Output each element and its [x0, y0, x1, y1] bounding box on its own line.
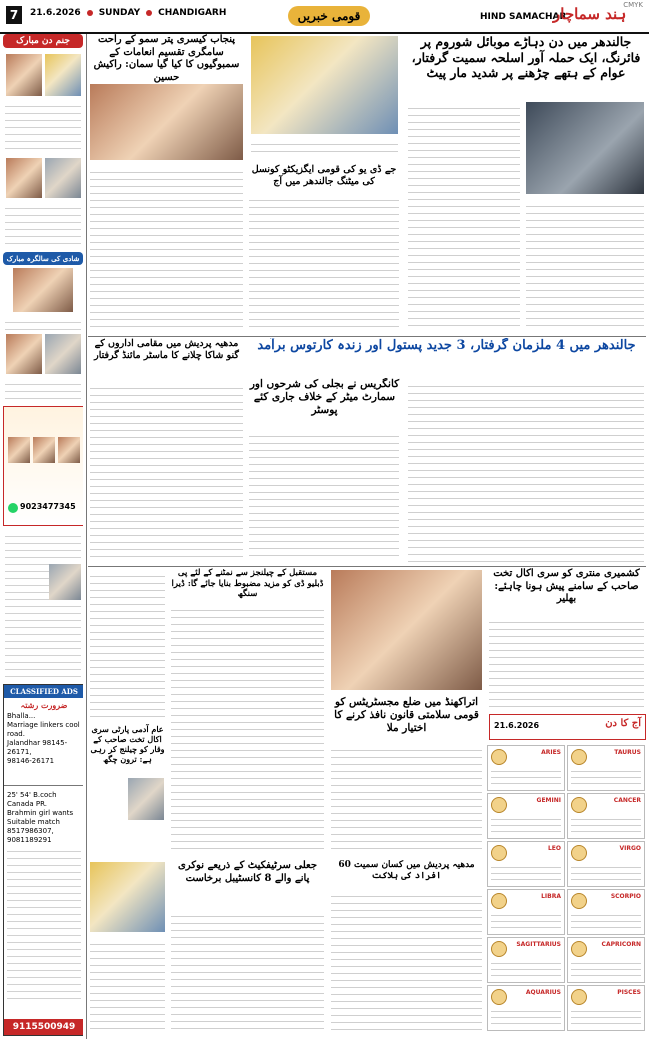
story-body: [171, 604, 324, 854]
anniversary-photo: [45, 334, 81, 374]
horoscope-cell: [567, 985, 645, 1031]
horoscope-cell: [487, 745, 565, 791]
section-title: قومی خبریں: [288, 6, 370, 26]
zodiac-icon: [571, 989, 587, 1005]
story-body: [90, 166, 243, 330]
story-body: [331, 744, 482, 854]
anniversary-title: شادی کی سالگرہ مبارک: [3, 252, 83, 265]
horoscope-cell: [567, 745, 645, 791]
story-body: [90, 382, 243, 560]
sidebar-story-text: [5, 530, 81, 680]
panchang-title: آج کا دن: [605, 718, 641, 729]
story-uttarakhand: [329, 568, 484, 858]
ad-line: 9081189291: [7, 836, 52, 844]
birthday-caption: [5, 100, 81, 154]
zodiac-name: TAURUS: [614, 749, 641, 756]
headline: جعلی سرٹیفکیٹ کے ذریعے نوکری پانے والے 8 کانسٹیبل برخاست: [177, 860, 318, 884]
horoscope-text: [491, 766, 561, 787]
story-body: [249, 430, 399, 560]
sidebar: [3, 34, 83, 1039]
zodiac-name: LIBRA: [541, 893, 561, 900]
horoscope-cell: [487, 841, 565, 887]
story-bottom-center: [329, 860, 484, 1038]
story-kashmiri: [487, 568, 646, 740]
story-body: [90, 570, 165, 720]
story-jalandhar-firing: [406, 34, 646, 334]
headline: جالندھر میں دن دہاڑے موبائل شوروم پر فائرنگ، ایک حملہ آور اسلحہ سمیت گرفتار، عوام کے ہتھے چڑھنے پر شدید مار پیٹ: [411, 34, 641, 81]
horoscope-cell: [567, 841, 645, 887]
whatsapp-icon: [8, 503, 18, 513]
horoscope-cell: [567, 937, 645, 983]
horoscope-cell: [487, 937, 565, 983]
ad-line: Marriage linkers cool road.: [7, 721, 80, 738]
headline: جے ڈی یو کی قومی ایگزیکٹو کونسل کی میٹنگ جالندھر میں آج: [251, 164, 397, 187]
zodiac-name: PISCES: [617, 989, 641, 996]
headline: پنجاب کیسری پتر سمو کے راحت سامگری تقسیم انعامات کے سمبوگیوں کا کیا گیا سمان: راکیش حسین: [93, 34, 240, 83]
sidebar-story-photo: [49, 564, 81, 600]
zodiac-icon: [491, 749, 507, 765]
story-photo: [526, 102, 644, 194]
ad-line: 25' 54' B.coch Canada PR.: [7, 791, 57, 808]
birthday-title: جنم دن مبارک: [3, 34, 83, 48]
story-aam-aadmi: [88, 568, 167, 858]
phone-banner: 9115500949: [4, 1019, 83, 1035]
anniversary-caption: [5, 378, 81, 402]
zodiac-icon: [571, 845, 587, 861]
ad-line: Brahmin girl wants Suitable match: [7, 809, 74, 826]
classified-box: [3, 684, 83, 1036]
page-header: [0, 0, 649, 34]
story-meeting: [247, 34, 402, 334]
horoscope-text: [491, 814, 561, 835]
zodiac-icon: [491, 797, 507, 813]
story-photo: [331, 570, 482, 690]
zodiac-name: SAGITTARIUS: [516, 941, 561, 948]
header-city: CHANDIGARH: [158, 8, 227, 18]
brand-name-en: HIND SAMACHAR: [480, 12, 567, 22]
whatsapp-number: 9023477345: [20, 502, 76, 511]
horoscope-text: [571, 958, 641, 979]
divider: [4, 785, 83, 786]
anniversary-photo: [13, 268, 73, 312]
header-meta: [30, 8, 226, 18]
brand-name-ur: ہند سماچار: [553, 5, 627, 23]
column-rule: [86, 34, 87, 1039]
horoscope-cell: [567, 889, 645, 935]
zodiac-name: SCORPIO: [610, 893, 641, 900]
headline: کانگریس نے بجلی کی شرحوں اور سمارٹ میٹر کے خلاف جاری کئے پوسٹر: [249, 378, 400, 417]
headline: اتراکھنڈ میں ضلع مجسٹریٹس کو قومی سلامتی قانون نافذ کرنے کا اختیار ملا: [334, 696, 479, 735]
story-body: [408, 380, 644, 562]
birthday-photo: [45, 158, 81, 198]
zodiac-icon: [491, 893, 507, 909]
header-day: SUNDAY: [98, 8, 141, 18]
panchang-box: [489, 714, 646, 740]
zodiac-name: LEO: [547, 845, 561, 852]
classified-ad-2: [7, 791, 81, 845]
zodiac-name: CAPRICORN: [601, 941, 641, 948]
birthday-photo: [45, 54, 81, 96]
horoscope-text: [491, 958, 561, 979]
horoscope-text: [571, 1006, 641, 1027]
story-punjab-kesari: [88, 34, 245, 334]
story-congress-meter: [247, 378, 402, 564]
story-fake-cert: [169, 860, 326, 1038]
horoscope-cell: [487, 793, 565, 839]
horoscope-grid: [487, 745, 645, 1035]
anniversary-caption: [5, 316, 81, 330]
anniversary-photo: [6, 334, 42, 374]
classified-filler: [7, 845, 81, 1005]
story-body: [171, 910, 324, 1034]
story-photo: [128, 778, 164, 820]
story-mp-gang: [88, 338, 245, 564]
greetings-photo: [8, 437, 30, 463]
headline: مدھیہ پردیش میں مقامی اداروں کے گنو شاکا چلانے کا ماسٹر مائنڈ گرفتار: [94, 338, 239, 361]
story-body: [526, 200, 644, 330]
story-photo: [90, 84, 243, 160]
zodiac-icon: [491, 989, 507, 1005]
headline: جالندھر میں 4 ملزمان گرفتار، 3 جدید پستول اور زندہ کارتوس برآمد: [257, 338, 636, 353]
horoscope-text: [571, 766, 641, 787]
ad-line: 8517986307,: [7, 827, 54, 835]
classified-sub: ضرورت رشتہ: [20, 700, 68, 710]
horoscope-cell: [567, 793, 645, 839]
bullet-icon: [146, 10, 152, 16]
headline: مستقبل کے چیلنجز سے نمٹنے کے لئے پی ڈبلیو ڈی کو مزید مضبوط بنایا جائے گا: ڈیرا سنگھ: [171, 568, 324, 600]
photo-caption: [251, 138, 398, 158]
greetings-photo: [33, 437, 55, 463]
zodiac-icon: [491, 845, 507, 861]
zodiac-icon: [571, 797, 587, 813]
story-arrest-body: [406, 378, 646, 564]
horoscope-cell: [487, 889, 565, 935]
section-rule: [88, 566, 646, 567]
birthday-photo: [6, 54, 42, 96]
horoscope-text: [491, 862, 561, 883]
story-photo: [251, 36, 398, 134]
horoscope-text: [491, 910, 561, 931]
zodiac-icon: [491, 941, 507, 957]
classified-title: CLASSIFIED ADS: [4, 685, 83, 698]
story-body: [489, 616, 644, 710]
story-body: [90, 938, 165, 1034]
classified-ad-1: [4, 712, 83, 766]
zodiac-icon: [571, 749, 587, 765]
zodiac-name: ARIES: [541, 749, 561, 756]
horoscope-cell: [487, 985, 565, 1031]
story-body: [331, 890, 482, 1034]
story-body: [249, 194, 399, 330]
story-haryana-bus: [88, 860, 167, 1038]
zodiac-icon: [571, 941, 587, 957]
headline: مدھیہ پردیش میں کسان سمیت 60 افراد کی ہلاکت: [338, 860, 475, 882]
zodiac-name: VIRGO: [619, 845, 641, 852]
greetings-photo: [58, 437, 80, 463]
headline: عام آدمی پارٹی سری اکال تخت صاحب کے وقار کو چیلنج کر رہی ہے: ترون چگھ: [90, 724, 165, 764]
cmyk-mark: CMYK: [623, 1, 643, 9]
birthday-photo: [6, 158, 42, 198]
headline: کشمیری منتری کو سری اکال تخت صاحب کے سامنے پیش ہونا چاہئے: بھلیر: [493, 568, 640, 604]
zodiac-icon: [571, 893, 587, 909]
horoscope-text: [571, 910, 641, 931]
zodiac-name: GEMINI: [536, 797, 561, 804]
zodiac-name: CANCER: [613, 797, 641, 804]
birthday-caption: [5, 202, 81, 246]
horoscope-text: [491, 1006, 561, 1027]
story-jalandhar-arrest: [247, 338, 646, 378]
horoscope-text: [571, 862, 641, 883]
ad-line: Bhalla...: [7, 712, 36, 720]
section-rule: [88, 336, 646, 337]
header-date: 21.6.2026: [30, 8, 81, 18]
horoscope-text: [571, 814, 641, 835]
ad-line: Jalandhar 98145-26171,: [7, 739, 68, 756]
page-number: 7: [6, 6, 22, 24]
story-pwd: [169, 568, 326, 858]
story-photo: [90, 862, 165, 932]
panchang-date: 21.6.2026: [494, 721, 540, 730]
bullet-icon: [87, 10, 93, 16]
ad-line: 98146-26171: [7, 757, 55, 765]
story-body: [408, 102, 520, 330]
zodiac-name: AQUARIUS: [525, 989, 561, 996]
greetings-ad: [3, 406, 83, 526]
